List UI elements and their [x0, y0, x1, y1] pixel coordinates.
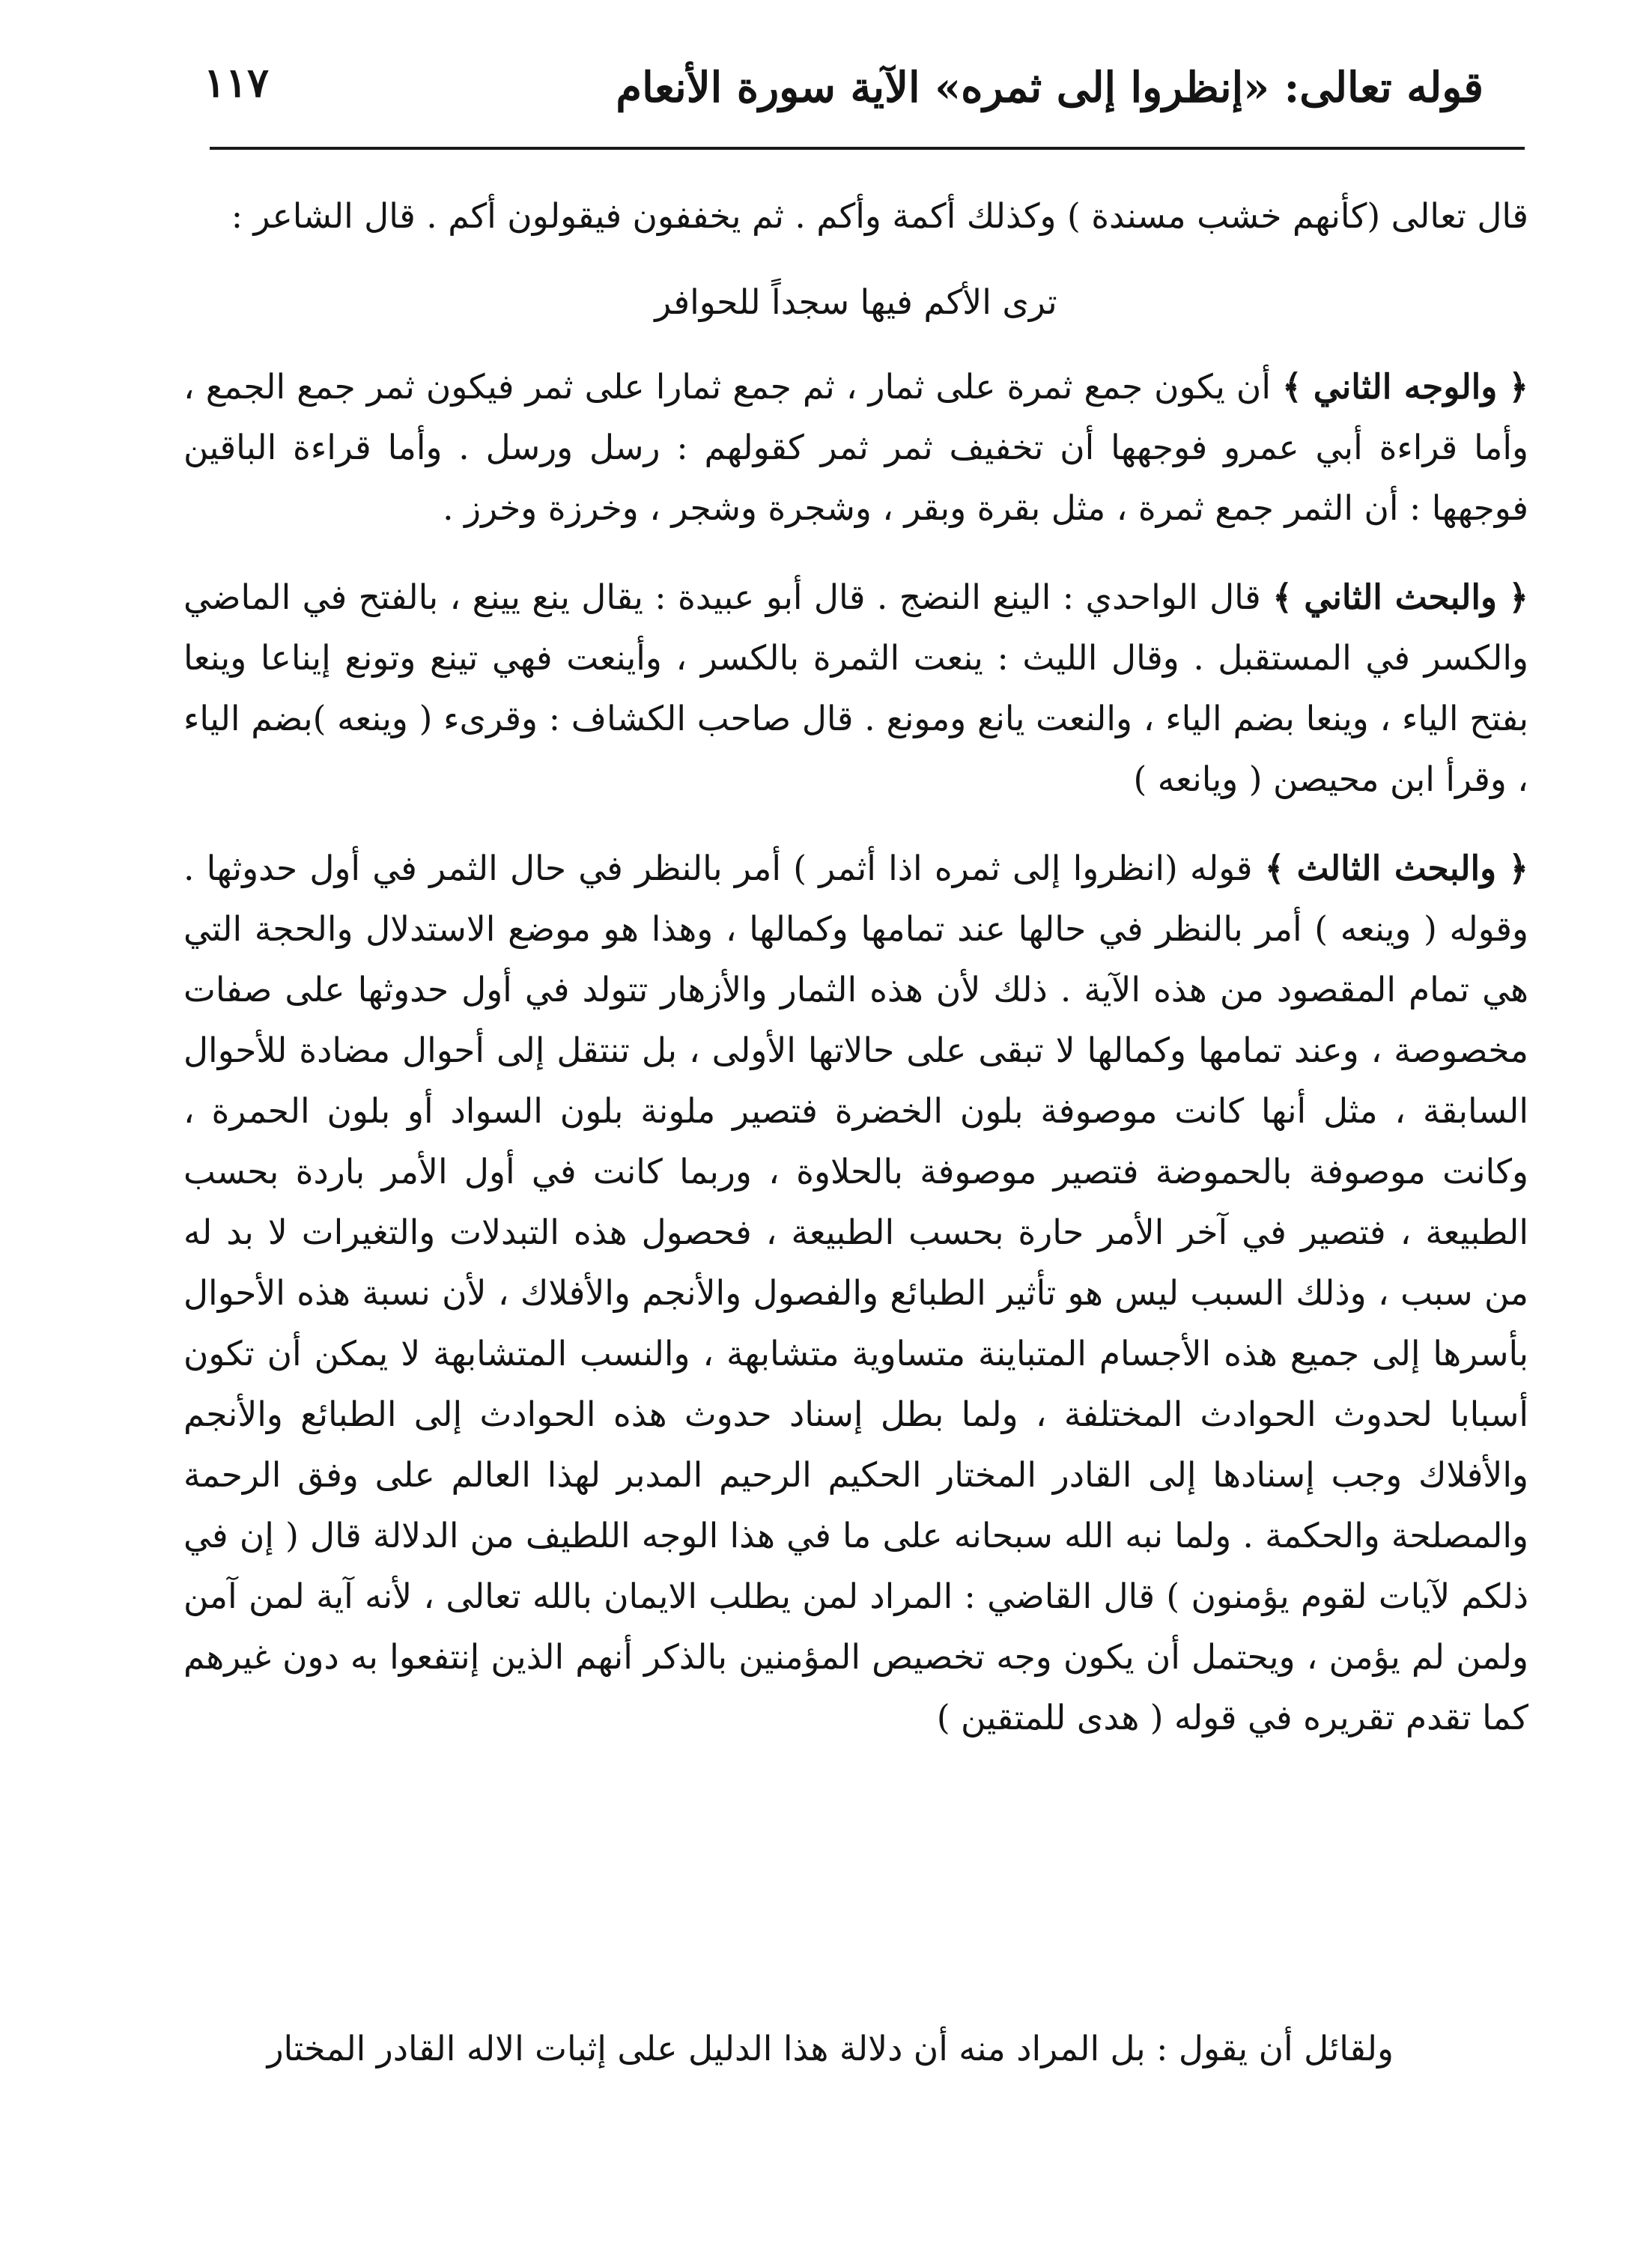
ornate-bracket-open: ﴿	[1508, 366, 1528, 407]
ornate-bracket-close: ﴾	[1264, 848, 1285, 888]
running-title: قوله تعالى: «إنظروا إلى ثمره» الآية سورة الأنعام	[616, 63, 1484, 112]
paragraph-text: قال الواحدي : الينع النضج . قال أبو عبيدة : يقال ينع يينع ، بالفتح في الماضي والكسر في المستقبل . وقال الليث : ينعت الثمرة بالكسر ، وأينعت فهي تينع وتونع إيناعا وينعا بفتح الياء ، وينعا بضم الياء ، والنعت يانع ومونع . قال صاحب الكشاف : وقرىء ( وينعه )بضم الياء ، وقرأ ابن محيصن ( ويانعه )	[183, 577, 1528, 799]
ornate-bracket-close: ﴾	[1282, 366, 1302, 407]
ornate-bracket-open: ﴿	[1508, 577, 1529, 617]
page-header	[204, 58, 1525, 150]
paragraph-intro: قال تعالى (كأنهم خشب مسندة ) وكذلك أكمة وأكم . ثم يخففون فيقولون أكم . قال الشاعر :	[231, 196, 1528, 236]
page-number: ١١٧	[204, 58, 270, 106]
poetry-verse: ترى الأكم فيها سجداً للحوافر	[655, 282, 1057, 322]
section-heading: والوجه الثاني	[1313, 366, 1498, 407]
ornate-bracket-close: ﴾	[1272, 577, 1293, 617]
body-text	[183, 186, 1528, 1748]
ornate-bracket-open: ﴿	[1508, 848, 1528, 888]
paragraph-text: قوله (انظروا إلى ثمره اذا أثمر ) أمر بالنظر في حال الثمر في أول حدوثها . وقوله ( وينعه ) أمر بالنظر في حالها عند تمامها وكمالها ، وهذا هو موضع الاستدلال والحجة التي هي تمام المقصود من هذه الآية . ذلك لأن هذه الثمار والأزهار تتولد في أول حدوثها على صفات مخصوصة ، وعند تمامها وكمالها لا تبقى على حالاتها الأولى ، بل تنتقل إلى أحوال مضادة للأحوال السابقة ، مثل أنها كانت موصوفة بلون الخضرة فتصير ملونة بلون السواد أو بلون الحمرة ، وكانت موصوفة بالحموضة فتصير موصوفة بالحلاوة ، وربما كانت في أول الأمر باردة بحسب الطبيعة ، فتصير في آخر الأمر حارة بحسب الطبيعة ، فحصول هذه التبدلات والتغيرات لا بد له من سبب ، وذلك السبب ليس هو تأثير الطبائع والفصول والأنجم والأفلاك ، لأن نسبة هذه الأحوال بأسرها إلى جميع هذه الأجسام المتباينة متساوية متشابهة ، والنسب المتشابهة لا يمكن أن تكون أسبابا لحدوث الحوادث المختلفة ، ولما بطل إسناد حدوث هذه الحوادث إلى الطبائع والأنجم والأفلاك وجب إسنادها إلى القادر المختار الحكيم الرحيم المدبر لهذا العالم على وفق الرحمة والمصلحة والحكمة . ولما نبه الله سبحانه على ما في هذا الوجه اللطيف من الدلالة قال ( إن في ذلكم لآيات لقوم يؤمنون ) قال القاضي : المراد لمن يطلب الايمان بالله تعالى ، لأنه آية لمن آمن ولمن لم يؤمن ، ويحتمل أن يكون وجه تخصيص المؤمنين بالذكر أنهم الذين إنتفعوا به دون غيرهم كما تقدم تقريره في قوله ( هدى للمتقين )	[183, 849, 1528, 1737]
paragraph-second-aspect	[183, 356, 1528, 538]
section-heading: والبحث الثاني	[1304, 577, 1497, 617]
section-heading: والبحث الثالث	[1296, 848, 1497, 888]
paragraph-second-discussion	[183, 567, 1528, 810]
closing-line: ولقائل أن يقول : بل المراد منه أن دلالة هذا الدليل على إثبات الاله القادر المختار	[267, 2029, 1394, 2069]
paragraph-text: أن يكون جمع ثمرة على ثمار ، ثم جمع ثمارا على ثمر فيكون ثمر جمع الجمع ، وأما قراءة أبي عمرو فوجهها أن تخفيف ثمر ثمر كقولهم : رسل ورسل . وأما قراءة الباقين فوجهها : أن الثمر جمع ثمرة ، مثل بقرة وبقر ، وشجرة وشجر ، وخرزة وخرز .	[183, 367, 1528, 528]
paragraph-third-discussion	[183, 838, 1528, 1748]
